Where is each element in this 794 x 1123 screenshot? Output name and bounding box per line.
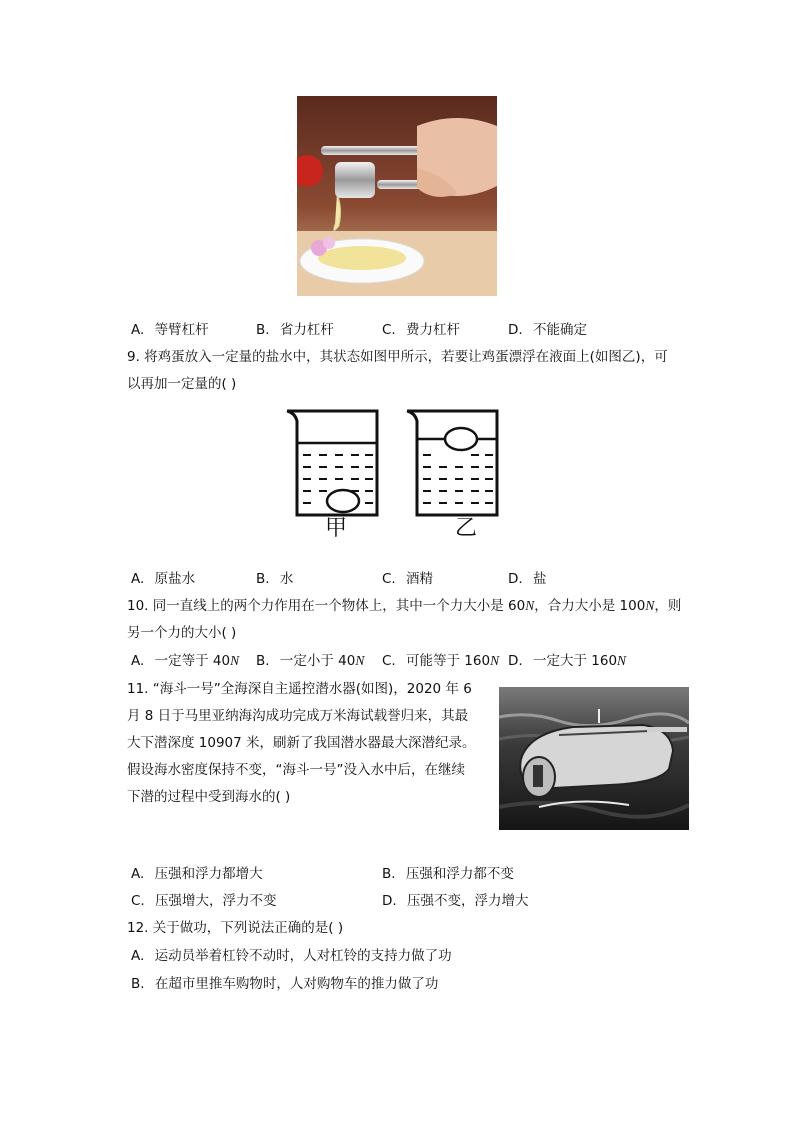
q12-stem: 12. 关于做功，下列说法正确的是( ) [127, 920, 344, 936]
figure-label-yi: 乙 [455, 516, 478, 541]
beakers-svg [283, 403, 513, 548]
option-letter: A. [131, 948, 145, 964]
option-letter: A. [131, 571, 145, 587]
option-text: 压强和浮力都增大 [154, 866, 263, 882]
unit-n: N [230, 653, 240, 668]
q10-option-b [256, 652, 364, 670]
q11-stem-line-4: 假设海水密度保持不变，“海斗一号”没入水中后，在继续 [127, 762, 465, 778]
option-letter: B. [131, 976, 145, 992]
unit-n: N [645, 598, 655, 613]
option-text: 费力杠杆 [406, 322, 461, 338]
unit-n: N [617, 653, 627, 668]
option-letter: B. [382, 866, 396, 882]
option-text: 酒精 [406, 571, 434, 587]
unit-n: N [355, 653, 365, 668]
q12-option-b [131, 975, 438, 993]
option-text: 一定等于 40 [154, 653, 231, 669]
submersible-photo [499, 687, 689, 830]
option-letter: C. [131, 893, 145, 909]
beaker-right [407, 411, 497, 515]
unit-n: N [525, 598, 535, 613]
option-letter: C. [382, 322, 396, 338]
option-text: 省力杠杆 [279, 322, 334, 338]
option-letter: D. [508, 322, 523, 338]
q10-stem-line-2: 另一个力的大小( ) [127, 625, 237, 641]
option-text: 不能确定 [532, 322, 587, 338]
q9-stem-line-1: 9. 将鸡蛋放入一定量的盐水中，其状态如图甲所示，若要让鸡蛋漂浮在液面上(如图乙)，可 [127, 349, 668, 365]
option-text: 一定大于 160 [532, 653, 618, 669]
option-text: 压强不变，浮力增大 [406, 893, 529, 909]
option-text: 压强增大，浮力不变 [155, 893, 277, 909]
q8-option-a [131, 321, 209, 339]
option-letter: C. [382, 653, 396, 669]
option-letter: D. [508, 571, 523, 587]
q8-option-d [508, 321, 587, 339]
unit-n: N [490, 653, 500, 668]
option-letter: D. [382, 893, 397, 909]
q10-text: ，则 [654, 598, 682, 614]
option-text: 水 [279, 571, 294, 587]
figure-label-jia: 甲 [325, 516, 348, 541]
q9-stem-line-2: 以再加一定量的( ) [127, 376, 237, 392]
option-text: 在超市里推车购物时，人对购物车的推力做了功 [154, 976, 439, 992]
option-text: 可能等于 160 [406, 653, 491, 669]
q8-option-b [256, 321, 334, 339]
egg-beakers-figure [283, 403, 513, 548]
option-letter: B. [256, 571, 270, 587]
option-letter: D. [508, 653, 523, 669]
q10-option-a [131, 652, 239, 670]
q10-option-c [382, 652, 499, 670]
option-letter: A. [131, 653, 145, 669]
option-letter: A. [131, 866, 145, 882]
option-text: 原盐水 [154, 571, 196, 587]
option-text: 等臂杠杆 [154, 322, 209, 338]
q11-stem-line-5: 下潜的过程中受到海水的( ) [127, 789, 291, 805]
q9-option-c [382, 570, 433, 588]
option-letter: A. [131, 322, 145, 338]
option-text: 运动员举着杠铃不动时，人对杠铃的支持力做了功 [154, 948, 452, 964]
q11-option-d [382, 892, 528, 910]
garlic-press-photo [297, 96, 497, 296]
q9-option-a [131, 570, 195, 588]
q8-option-c [382, 321, 460, 339]
option-text: 盐 [532, 571, 547, 587]
q10-stem-line-1 [127, 597, 681, 615]
q10-text: 10. 同一直线上的两个力作用在一个物体上，其中一个力大小是 60 [127, 598, 526, 614]
option-letter: C. [382, 571, 396, 587]
q11-stem-line-1: 11. “海斗一号”全海深自主遥控潜水器(如图)，2020 年 6 [127, 681, 472, 697]
option-letter: B. [256, 653, 270, 669]
q11-option-b [382, 865, 514, 883]
q10-text: ，合力大小是 100 [534, 598, 646, 614]
option-text: 一定小于 40 [279, 653, 356, 669]
q10-option-d [508, 652, 626, 670]
q9-option-b [256, 570, 293, 588]
q11-stem-line-3: 大下潜深度 10907 米，刷新了我国潜水器最大深潜纪录。 [127, 735, 476, 751]
option-text: 压强和浮力都不变 [405, 866, 514, 882]
q11-stem-line-2: 月 8 日于马里亚纳海沟成功完成万米海试载誉归来，其最 [127, 708, 469, 724]
beaker-left [287, 411, 377, 515]
q11-option-a [131, 865, 263, 883]
q11-option-c [131, 892, 277, 910]
q12-option-a [131, 947, 452, 965]
option-letter: B. [256, 322, 270, 338]
q9-option-d [508, 570, 546, 588]
